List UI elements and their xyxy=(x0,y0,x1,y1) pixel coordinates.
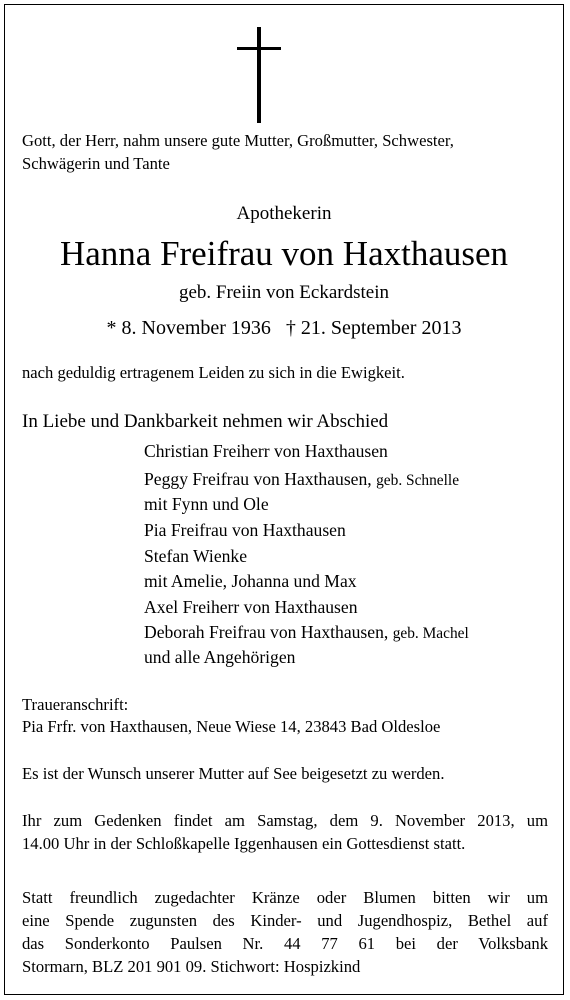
address-value: Pia Frfr. von Haxthausen, Neue Wiese 14, 23843 Bad Oldesloe xyxy=(22,717,441,736)
burial-wish: Es ist der Wunsch unserer Mutter auf See beigesetzt zu werden. xyxy=(22,764,445,783)
birth-name: geb. Freiin von Eckardstein xyxy=(178,282,389,303)
mourner-line: Stefan Wienke xyxy=(144,546,248,566)
deceased-name: Hanna Freifrau von Haxthausen xyxy=(59,234,509,273)
mourner-line: Christian Freiherr von Haxthausen xyxy=(144,441,388,461)
mourner-note: geb. Machel xyxy=(392,625,469,642)
farewell-text: In Liebe und Dankbarkeit nehmen wir Abschied xyxy=(22,411,389,432)
mourner-line: mit Amelie, Johanna und Max xyxy=(144,571,357,591)
mourner-line: und alle Angehörigen xyxy=(144,647,296,667)
service-line-1: Ihr zum Gedenken findet am Samstag, dem 9. November 2013, um xyxy=(22,811,548,830)
service-line-2: 14.00 Uhr in der Schloßkapelle Iggenhausen ein Gottesdienst statt. xyxy=(22,834,466,853)
mourner-line: mit Fynn und Ole xyxy=(144,494,269,514)
cross-icon xyxy=(237,27,281,123)
obituary-notice xyxy=(4,4,564,995)
address-label: Traueranschrift: xyxy=(22,695,129,714)
donation-line-2: eine Spende zugunsten des Kinder- und Jugendhospiz, Bethel auf xyxy=(22,911,548,930)
intro-line-1: Gott, der Herr, nahm unsere gute Mutter, Großmutter, Schwester, xyxy=(22,131,454,150)
mourner-line: Deborah Freifrau von Haxthausen, geb. Machel xyxy=(144,622,469,642)
intro-line-2: Schwägerin und Tante xyxy=(22,154,170,173)
profession: Apothekerin xyxy=(236,203,332,224)
mourner-line: Axel Freiherr von Haxthausen xyxy=(144,597,358,617)
mourner-line: Peggy Freifrau von Haxthausen, geb. Schnelle xyxy=(144,469,460,489)
life-dates: * 8. November 1936 † 21. September 2013 xyxy=(106,317,462,339)
donation-line-1: Statt freundlich zugedachter Kränze oder Blumen bitten wir um xyxy=(22,888,548,907)
mourner-line: Pia Freifrau von Haxthausen xyxy=(144,520,346,540)
donation-line-3: das Sonderkonto Paulsen Nr. 44 77 61 bei der Volksbank xyxy=(22,934,548,953)
after-dates-text: nach geduldig ertragenem Leiden zu sich in die Ewigkeit. xyxy=(22,363,405,382)
donation-line-4: Stormarn, BLZ 201 901 09. Stichwort: Hospizkind xyxy=(22,957,361,976)
mourner-note: geb. Schnelle xyxy=(376,472,460,489)
